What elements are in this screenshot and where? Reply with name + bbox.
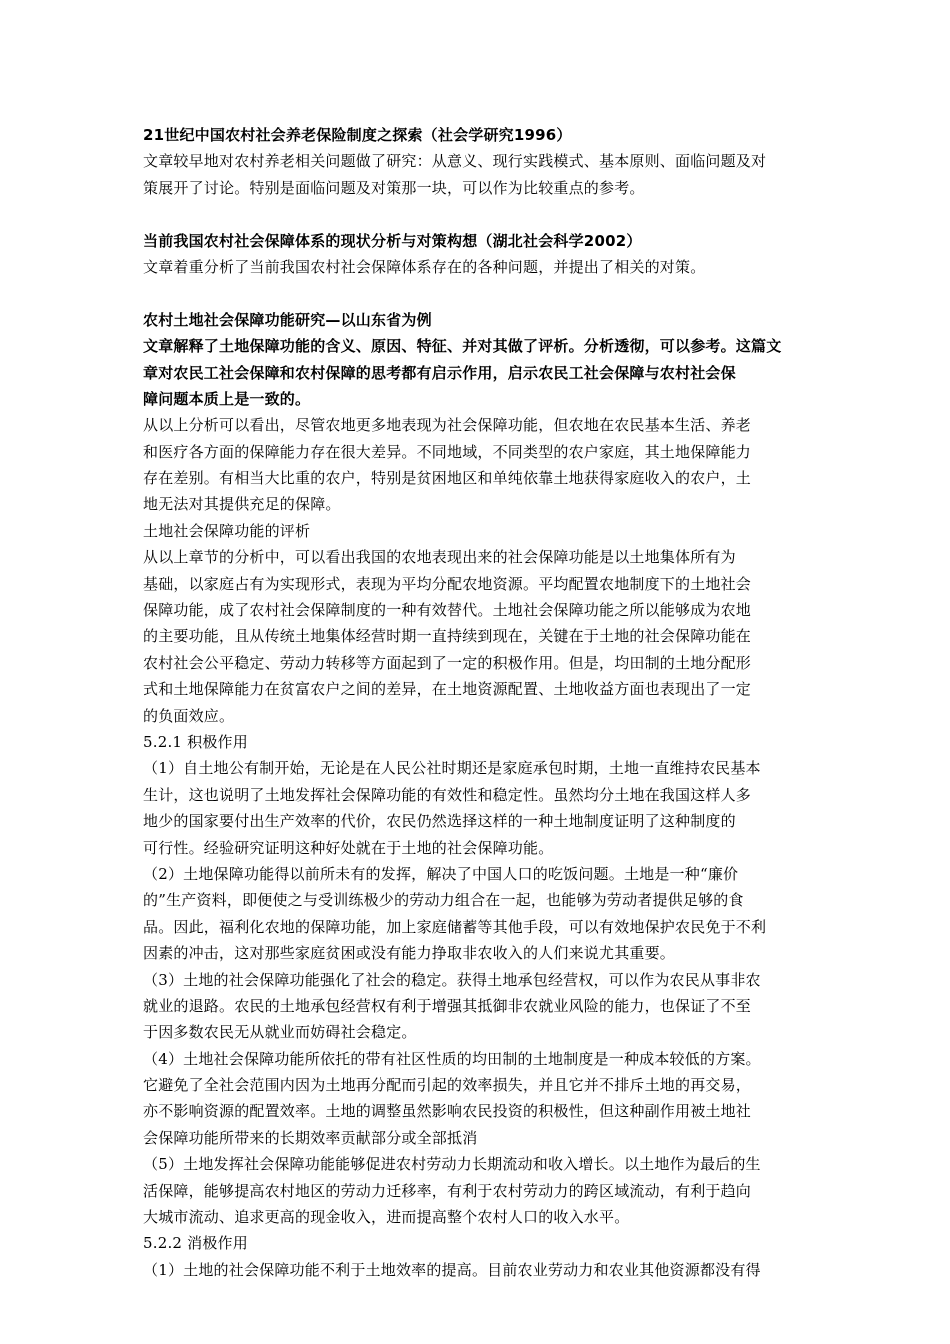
body-line: （5）土地发挥社会保障功能能够促进农村劳动力长期流动和收入增长。以土地作为最后的生 [143, 1155, 761, 1174]
body-line: 的主要功能，且从传统土地集体经营时期一直持续到现在，关键在于土地的社会保障功能在 [143, 627, 752, 646]
bold-summary-line: 章对农民工社会保障和农村保障的思考都有启示作用，启示农民工社会保障与农村社会保 [143, 363, 736, 382]
subheading: 5.2.2 消极作用 [143, 1234, 248, 1253]
body-line: 基础，以家庭占有为实现形式，表现为平均分配农地资源。平均配置农地制度下的土地社会 [143, 574, 752, 593]
section-title: 当前我国农村社会保障体系的现状分析与对策构想（湖北社会科学2002） [143, 231, 642, 250]
body-line: （3）土地的社会保障功能强化了社会的稳定。获得土地承包经营权，可以作为农民从事非农 [143, 970, 761, 989]
body-line: 地少的国家要付出生产效率的代价，农民仍然选择这样的一种土地制度证明了这种制度的 [143, 812, 736, 831]
body-line: 文章较早地对农村养老相关问题做了研究：从意义、现行实践模式、基本原则、面临问题及对 [143, 152, 767, 171]
body-line: 会保障功能所带来的长期效率贡献部分或全部抵消 [143, 1128, 478, 1147]
body-line: 农村社会公平稳定、劳动力转移等方面起到了一定的积极作用。但是，均田制的土地分配形 [143, 653, 752, 672]
subheading: 土地社会保障功能的评析 [143, 521, 311, 540]
subheading: 5.2.1 积极作用 [143, 732, 248, 751]
body-line: 的负面效应。 [143, 706, 235, 725]
section-title: 21世纪中国农村社会养老保险制度之探索（社会学研究1996） [143, 126, 572, 144]
body-line: （1）自土地公有制开始，无论是在人民公社时期还是家庭承包时期，土地一直维持农民基本 [143, 759, 761, 778]
body-line: 保障功能，成了农村社会保障制度的一种有效替代。土地社会保障功能之所以能够成为农地 [143, 601, 752, 620]
body-line: （1）土地的社会保障功能不利于土地效率的提高。目前农业劳动力和农业其他资源都没有得 [143, 1260, 761, 1279]
body-line: （4）土地社会保障功能所依托的带有社区性质的均田制的土地制度是一种成本较低的方案。 [143, 1049, 761, 1068]
bold-summary-line: 障问题本质上是一致的。 [143, 389, 311, 408]
section-title: 农村土地社会保障功能研究—以山东省为例 [143, 310, 432, 329]
body-line: 品。因此，福利化农地的保障功能，加上家庭储蓄等其他手段，可以有效地保护农民免于不利 [143, 917, 767, 936]
body-line: 活保障，能够提高农村地区的劳动力迁移率，有利于农村劳动力的跨区域流动，有利于趋向 [143, 1181, 752, 1200]
body-line: 的”生产资料，即便使之与受训练极少的劳动力组合在一起，也能够为劳动者提供足够的食 [143, 891, 744, 910]
body-line: 策展开了讨论。特别是面临问题及对策那一块，可以作为比较重点的参考。 [143, 178, 645, 197]
body-line: 式和土地保障能力在贫富农户之间的差异，在土地资源配置、土地收益方面也表现出了一定 [143, 680, 752, 699]
body-line: （2）土地保障功能得以前所未有的发挥，解决了中国人口的吃饭问题。土地是一种“廉价 [143, 864, 739, 883]
paragraph-gap [143, 201, 811, 227]
bold-summary-line: 文章解释了土地保障功能的含义、原因、特征、并对其做了评析。分析透彻，可以参考。这篇文 [143, 337, 782, 356]
body-line: 亦不影响资源的配置效率。土地的调整虽然影响农民投资的积极性，但这种副作用被土地社 [143, 1102, 752, 1121]
body-line: 就业的退路。农民的土地承包经营权有利于增强其抵御非农就业风险的能力，也保证了不至 [143, 996, 752, 1015]
paragraph-gap [143, 280, 811, 306]
body-line: 于因多数农民无从就业而妨碍社会稳定。 [143, 1023, 417, 1042]
body-line: 地无法对其提供充足的保障。 [143, 495, 341, 514]
body-line: 文章着重分析了当前我国农村社会保障体系存在的各种问题，并提出了相关的对策。 [143, 257, 706, 276]
body-line: 从以上分析可以看出，尽管农地更多地表现为社会保障功能，但农地在农民基本生活、养老 [143, 416, 752, 435]
body-line: 因素的冲击，这对那些家庭贫困或没有能力挣取非农收入的人们来说尤其重要。 [143, 944, 676, 963]
body-line: 存在差别。有相当大比重的农户，特别是贫困地区和单纯依靠土地获得家庭收入的农户，土 [143, 469, 752, 488]
body-line: 大城市流动、追求更高的现金收入，进而提高整个农村人口的收入水平。 [143, 1208, 630, 1227]
body-line: 和医疗各方面的保障能力存在很大差异。不同地域，不同类型的农户家庭，其土地保障能力 [143, 442, 752, 461]
body-line: 它避免了全社会范围内因为土地再分配而引起的效率损失，并且它并不排斥土地的再交易， [143, 1076, 752, 1095]
body-line: 生计，这也说明了土地发挥社会保障功能的有效性和稳定性。虽然均分土地在我国这样人多 [143, 785, 752, 804]
body-line: 从以上章节的分析中，可以看出我国的农地表现出来的社会保障功能是以土地集体所有为 [143, 548, 736, 567]
body-line: 可行性。经验研究证明这种好处就在于土地的社会保障功能。 [143, 838, 554, 857]
document-page [143, 122, 811, 1283]
